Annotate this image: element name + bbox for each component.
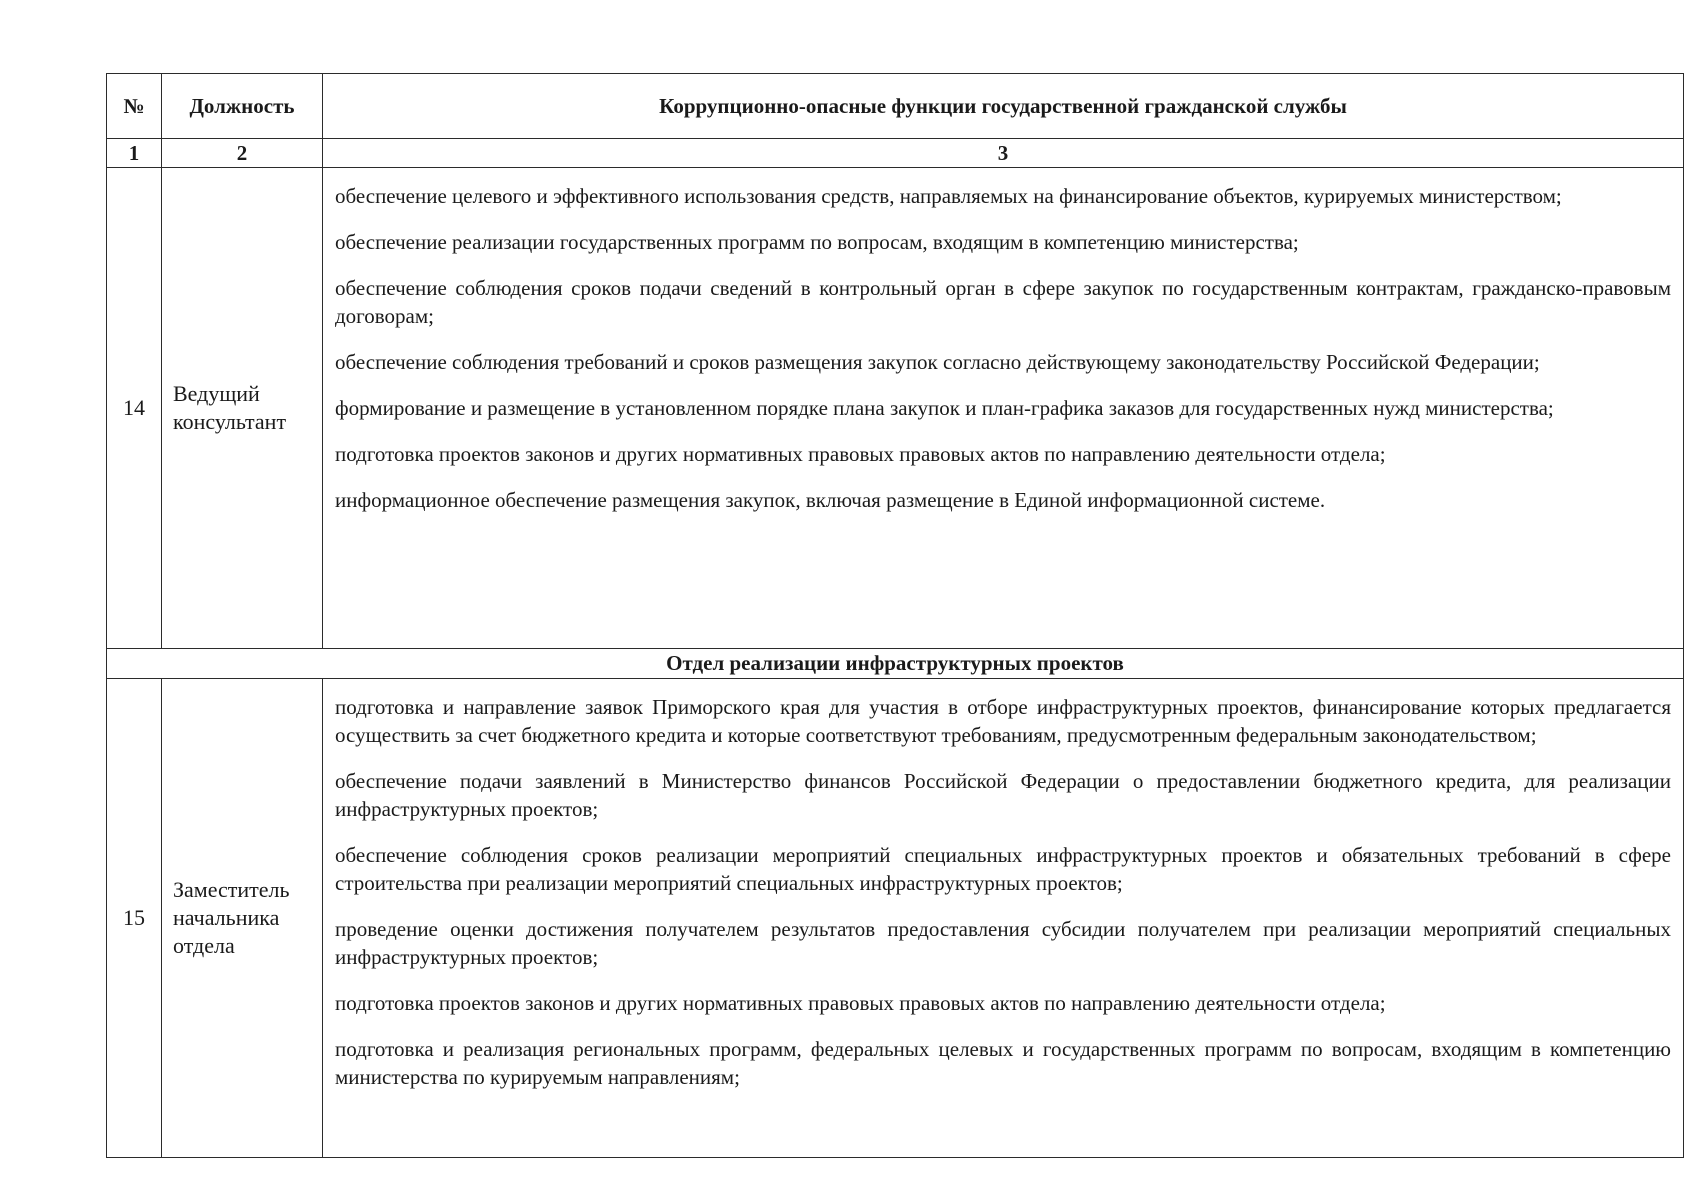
function-item: проведение оценки достижения получателем результатов предоставления субсидии получателем при реализации мероприятий специальных инфраструктурных проектов; [335, 917, 1671, 969]
row-number: 14 [107, 168, 162, 649]
header-number: № [107, 74, 162, 139]
function-item: подготовка и реализация региональных программ, федеральных целевых и государственных программ по вопросам, входящим в компетенцию министерства по курируемым направлениям; [335, 1037, 1671, 1089]
position-line: Ведущий [173, 381, 260, 406]
function-item: информационное обеспечение размещения закупок, включая размещение в Единой информационной системе. [335, 488, 1326, 512]
header-position: Должность [162, 74, 323, 139]
function-item: обеспечение целевого и эффективного использования средств, направляемых на финансирование объектов, курируемых министерством; [335, 184, 1562, 208]
table-row [107, 168, 1684, 649]
function-item: обеспечение соблюдения сроков реализации мероприятий специальных инфраструктурных проектов и обязательных требований в сфере строительства при реализации мероприятий специальных инфраструктурных проектов; [335, 843, 1671, 895]
function-item: формирование и размещение в установленном порядке плана закупок и план-графика заказов для государственных нужд министерства; [335, 396, 1554, 420]
position-line: отдела [173, 933, 235, 958]
header-functions: Коррупционно-опасные функции государственной гражданской службы [323, 74, 1684, 139]
corruption-functions-table [106, 73, 1684, 1158]
row-functions [323, 168, 1684, 649]
section-heading-row [107, 649, 1684, 679]
section-heading: Отдел реализации инфраструктурных проектов [107, 649, 1684, 679]
function-item: обеспечение соблюдения сроков подачи сведений в контрольный орган в сфере закупок по государственным контрактам, гражданско-правовым договорам; [335, 276, 1671, 328]
table-row [107, 679, 1684, 1158]
function-item: обеспечение реализации государственных программ по вопросам, входящим в компетенцию министерства; [335, 230, 1299, 254]
row-functions [323, 679, 1684, 1158]
column-index-row [107, 139, 1684, 168]
column-index-1: 1 [107, 139, 162, 168]
row-position [162, 679, 323, 1158]
position-line: Заместитель [173, 877, 290, 902]
function-item: подготовка проектов законов и других нормативных правовых правовых актов по направлению деятельности отдела; [335, 442, 1386, 466]
function-item: подготовка проектов законов и других нормативных правовых правовых актов по направлению деятельности отдела; [335, 991, 1386, 1015]
function-item: обеспечение подачи заявлений в Министерство финансов Российской Федерации о предоставлении бюджетного кредита, для реализации инфраструктурных проектов; [335, 769, 1671, 821]
function-item: подготовка и направление заявок Приморского края для участия в отборе инфраструктурных проектов, финансирование которых предлагается осуществить за счет бюджетного кредита и которые соответствуют требованиям, предусмотренным федеральным законодательством; [335, 695, 1671, 747]
row-position [162, 168, 323, 649]
row-number: 15 [107, 679, 162, 1158]
function-item: обеспечение соблюдения требований и сроков размещения закупок согласно действующему законодательству Российской Федерации; [335, 350, 1540, 374]
column-index-3: 3 [323, 139, 1684, 168]
position-line: консультант [173, 409, 287, 434]
table-header-row [107, 74, 1684, 139]
position-line: начальника [173, 905, 280, 930]
column-index-2: 2 [162, 139, 323, 168]
